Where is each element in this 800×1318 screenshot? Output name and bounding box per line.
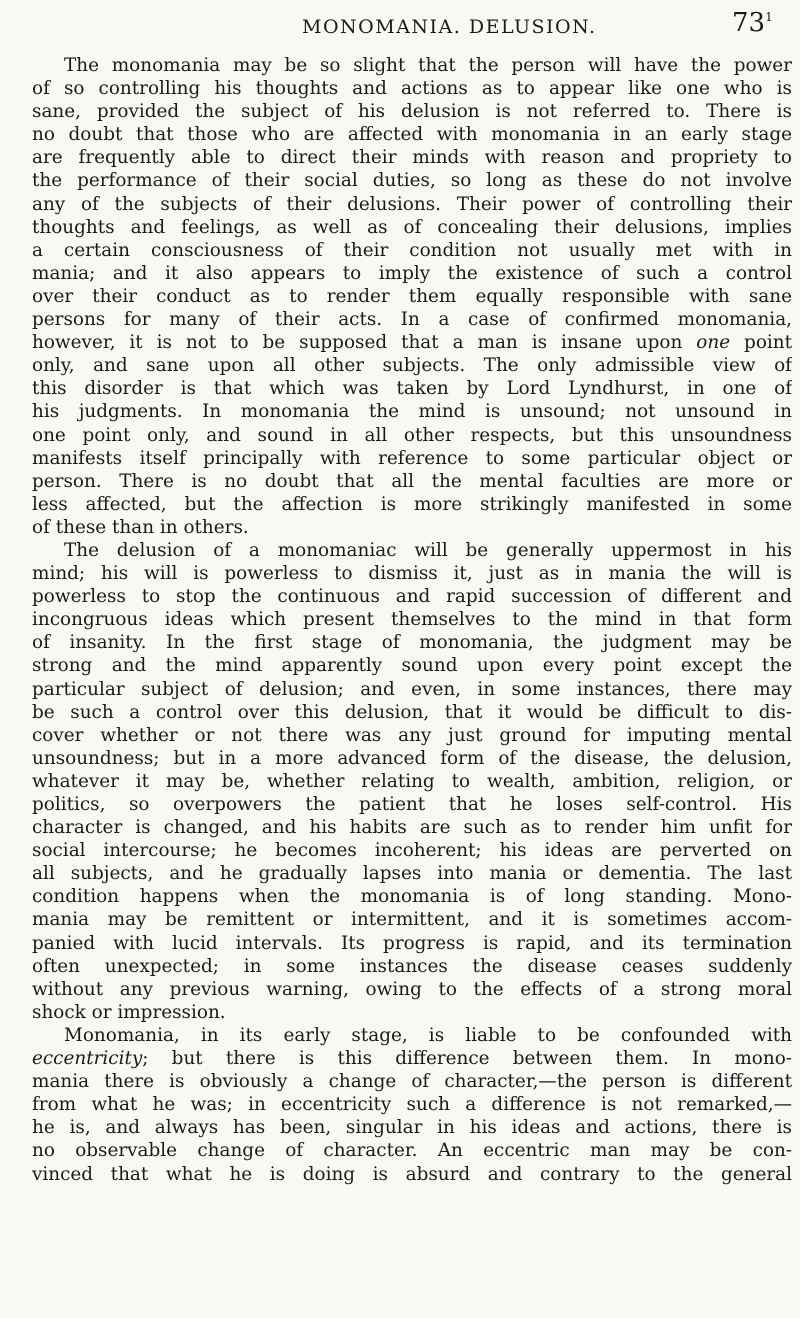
italic-eccentricity: eccentricity — [32, 1048, 143, 1070]
text-line: one point only, and sound in all other respects, but this unsoundness — [32, 424, 792, 446]
text-line: are frequently able to direct their minds with reason and propriety to — [32, 147, 792, 169]
text-line: mania; and it also appears to imply the existence of such a control — [32, 262, 792, 284]
running-title: MONOMANIA. DELUSION. — [302, 16, 597, 38]
text-line-with-italic — [32, 331, 792, 354]
text-line: from what he was; in eccentricity such a difference is not remarked,— — [32, 1094, 792, 1116]
text-line: character is changed, and his habits are such as to render him unfit for — [32, 817, 792, 839]
page-number-suffix: 1 — [765, 10, 773, 24]
text-line: he is, and always has been, singular in his ideas and actions, there is — [32, 1117, 792, 1139]
text-line: be such a control over this delusion, that it would be difficult to dis- — [32, 701, 792, 723]
text-line: condition happens when the monomania is of long standing. Mono- — [32, 886, 792, 908]
text-line: unsoundness; but in a more advanced form of the disease, the delusion, — [32, 747, 792, 769]
text-line: shock or impression. — [32, 1001, 226, 1023]
text-line: any of the subjects of their delusions. Their power of controlling their — [32, 193, 792, 215]
text-line: panied with lucid intervals. Its progress is rapid, and its termination — [32, 932, 792, 954]
text-line: the performance of their social duties, so long as these do not involve — [32, 170, 792, 192]
text-line: without any previous warning, owing to the effects of a strong moral — [32, 978, 792, 1000]
text-line: strong and the mind apparently sound upon every point except the — [32, 655, 792, 677]
text-line: persons for many of their acts. In a case of confirmed monomania, — [32, 309, 792, 331]
text-segment: however, it is not to be supposed that a man is insane upon — [32, 332, 697, 354]
text-line: The delusion of a monomaniac will be generally uppermost in his — [64, 539, 792, 561]
text-line: thoughts and feelings, as well as of concealing their delusions, implies — [32, 216, 792, 238]
text-line: sane, provided the subject of his delusion is not referred to. There is — [32, 101, 792, 123]
text-line: this disorder is that which was taken by Lord Lyndhurst, in one of — [32, 378, 792, 400]
text-line: of these than in others. — [32, 516, 249, 538]
text-line: person. There is no doubt that all the mental faculties are more or — [32, 470, 792, 492]
text-line: often unexpected; in some instances the disease ceases suddenly — [32, 955, 792, 977]
text-segment: point — [730, 332, 792, 354]
text-line: mania there is obviously a change of character,—the person is different — [32, 1071, 792, 1093]
text-line: of so controlling his thoughts and actions as to appear like one who is — [32, 78, 792, 100]
text-line: no doubt that those who are affected with monomania in an early stage — [32, 124, 792, 146]
text-line: mind; his will is powerless to dismiss it, just as in mania the will is — [32, 563, 792, 585]
text-line: cover whether or not there was any just ground for imputing mental — [32, 724, 792, 746]
text-line: mania may be remittent or intermittent, and it is sometimes accom- — [32, 909, 792, 931]
text-line: of insanity. In the first stage of monomania, the judgment may be — [32, 632, 792, 654]
text-line: all subjects, and he gradually lapses into mania or dementia. The last — [32, 863, 792, 885]
text-line: over their conduct as to render them equally responsible with sane — [32, 285, 792, 307]
text-line: powerless to stop the continuous and rapid succession of different and — [32, 586, 792, 608]
text-line: less affected, but the affection is more strikingly manifested in some — [32, 493, 792, 515]
page-number-value: 73 — [732, 8, 766, 38]
text-line: vinced that what he is doing is absurd and contrary to the general — [32, 1163, 792, 1185]
text-line: whatever it may be, whether relating to wealth, ambition, religion, or — [32, 770, 792, 792]
italic-one: one — [696, 332, 731, 354]
text-line: The monomania may be so slight that the person will have the power — [64, 55, 792, 76]
text-line: only, and sane upon all other subjects. The only admissible view of — [32, 355, 792, 377]
text-line: Monomania, in its early stage, is liable to be confounded with — [64, 1024, 792, 1046]
text-line: his judgments. In monomania the mind is unsound; not unsound in — [32, 401, 792, 423]
text-line-with-italic — [32, 1047, 792, 1070]
text-line: incongruous ideas which present themselves to the mind in that form — [32, 609, 792, 631]
page-number — [732, 8, 773, 38]
body-text — [32, 54, 792, 1186]
text-segment: ; but there is this difference between them. In mono- — [142, 1048, 792, 1070]
text-line: no observable change of character. An eccentric man may be con- — [32, 1140, 792, 1162]
text-line: politics, so overpowers the patient that he loses self-control. His — [32, 794, 792, 815]
text-line: manifests itself principally with reference to some particular object or — [32, 447, 792, 469]
text-line: a certain consciousness of their condition not usually met with in — [32, 239, 792, 261]
text-line: social intercourse; he becomes incoherent; his ideas are perverted on — [32, 840, 792, 862]
running-head — [0, 6, 800, 46]
text-line: particular subject of delusion; and even, in some instances, there may — [32, 678, 792, 700]
